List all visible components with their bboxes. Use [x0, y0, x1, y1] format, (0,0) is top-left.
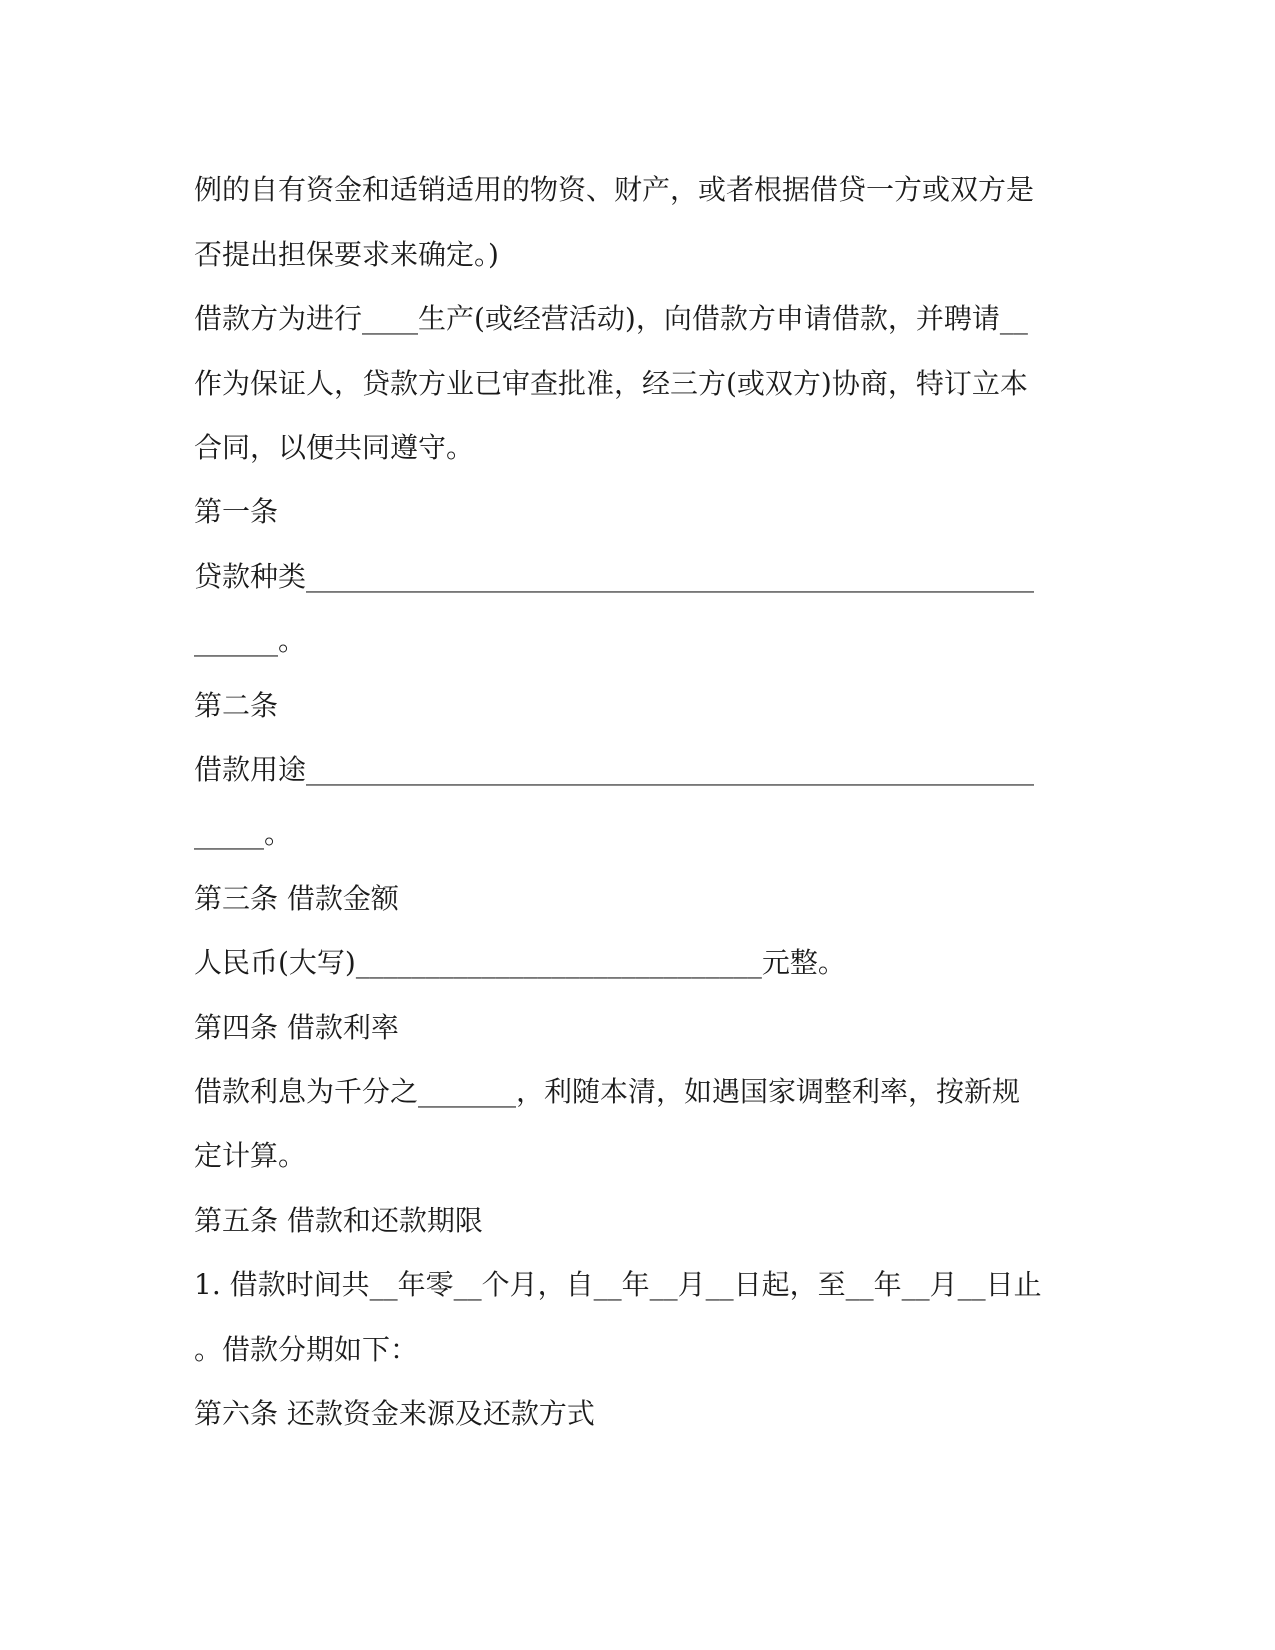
article-heading-6: 第六条 还款资金来源及还款方式 — [194, 1397, 595, 1430]
article-heading-1: 第一条 — [194, 495, 279, 528]
paragraph-line: 合同，以便共同遵守。 — [194, 431, 475, 464]
loan-purpose-field-end: _____。 — [194, 817, 293, 850]
article-heading-2: 第二条 — [194, 689, 279, 722]
article-heading-4: 第四条 借款利率 — [194, 1011, 399, 1044]
interest-rate-line-end: 定计算。 — [194, 1139, 307, 1172]
loan-type-field-end: ______。 — [194, 624, 307, 657]
loan-purpose-field: 借款用途____________________________________________________ — [194, 753, 1035, 786]
loan-type-field: 贷款种类____________________________________________________ — [194, 560, 1035, 593]
loan-amount-field: 人民币(大写)_____________________________元整。 — [194, 946, 846, 979]
loan-term-line: 1. 借款时间共__年零__个月，自__年__月__日起，至__年__月__日止 — [194, 1268, 1042, 1301]
interest-rate-line: 借款利息为千分之_______，利随本清，如遇国家调整利率，按新规 — [194, 1075, 1021, 1108]
article-heading-3: 第三条 借款金额 — [194, 882, 399, 915]
article-heading-5: 第五条 借款和还款期限 — [194, 1204, 483, 1237]
paragraph-line: 否提出担保要求来确定。) — [194, 238, 499, 271]
paragraph-line: 作为保证人，贷款方业已审查批准，经三方(或双方)协商，特订立本 — [194, 367, 1028, 400]
paragraph-line: 例的自有资金和适销适用的物资、财产，或者根据借贷一方或双方是 — [194, 173, 1035, 206]
loan-term-line-end: 。借款分期如下： — [194, 1333, 419, 1366]
paragraph-line: 借款方为进行____生产(或经营活动)，向借款方申请借款，并聘请__ — [194, 302, 1028, 335]
